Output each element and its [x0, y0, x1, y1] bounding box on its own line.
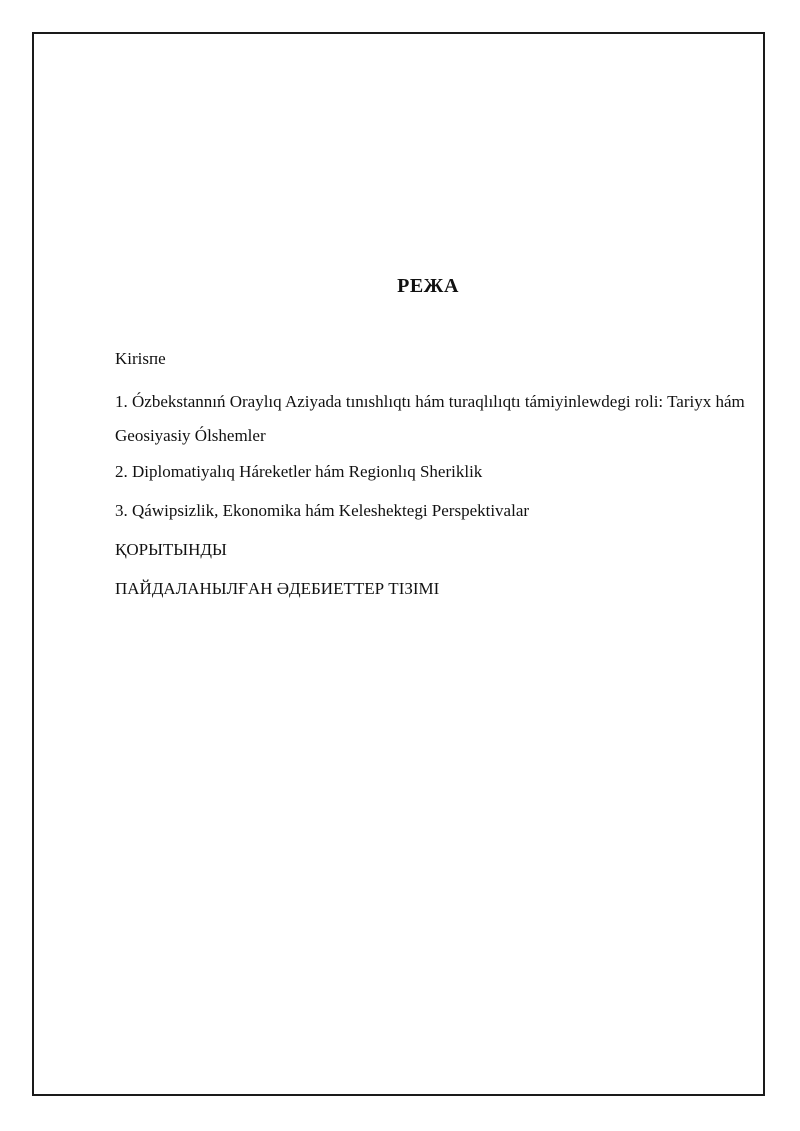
table-of-contents — [115, 346, 755, 615]
toc-item-chapter-3: 3. Qáwipsizlik, Ekonomika hám Keleshektegi Perspektivalar — [115, 501, 530, 520]
toc-item-conclusion: ҚОРЫТЫНДЫ — [115, 540, 227, 559]
toc-item-chapter-1: 1. Ózbekstannıń Oraylıq Aziyada tınıshlıqtı hám turaqlılıqtı támiyinlewdegi roli: Tariyx hám Geosiyasiy Ólshemler — [115, 392, 745, 445]
toc-item-references: ПАЙДАЛАНЫЛҒАН ӘДЕБИЕТТЕР ТІЗІМІ — [115, 579, 440, 598]
toc-item-chapter-2: 2. Diplomatiyalıq Háreketler hám Regionlıq Sheriklik — [115, 462, 483, 481]
toc-item-introduction: Kirisпe — [115, 349, 166, 368]
document-title: РЕЖА — [397, 275, 459, 297]
